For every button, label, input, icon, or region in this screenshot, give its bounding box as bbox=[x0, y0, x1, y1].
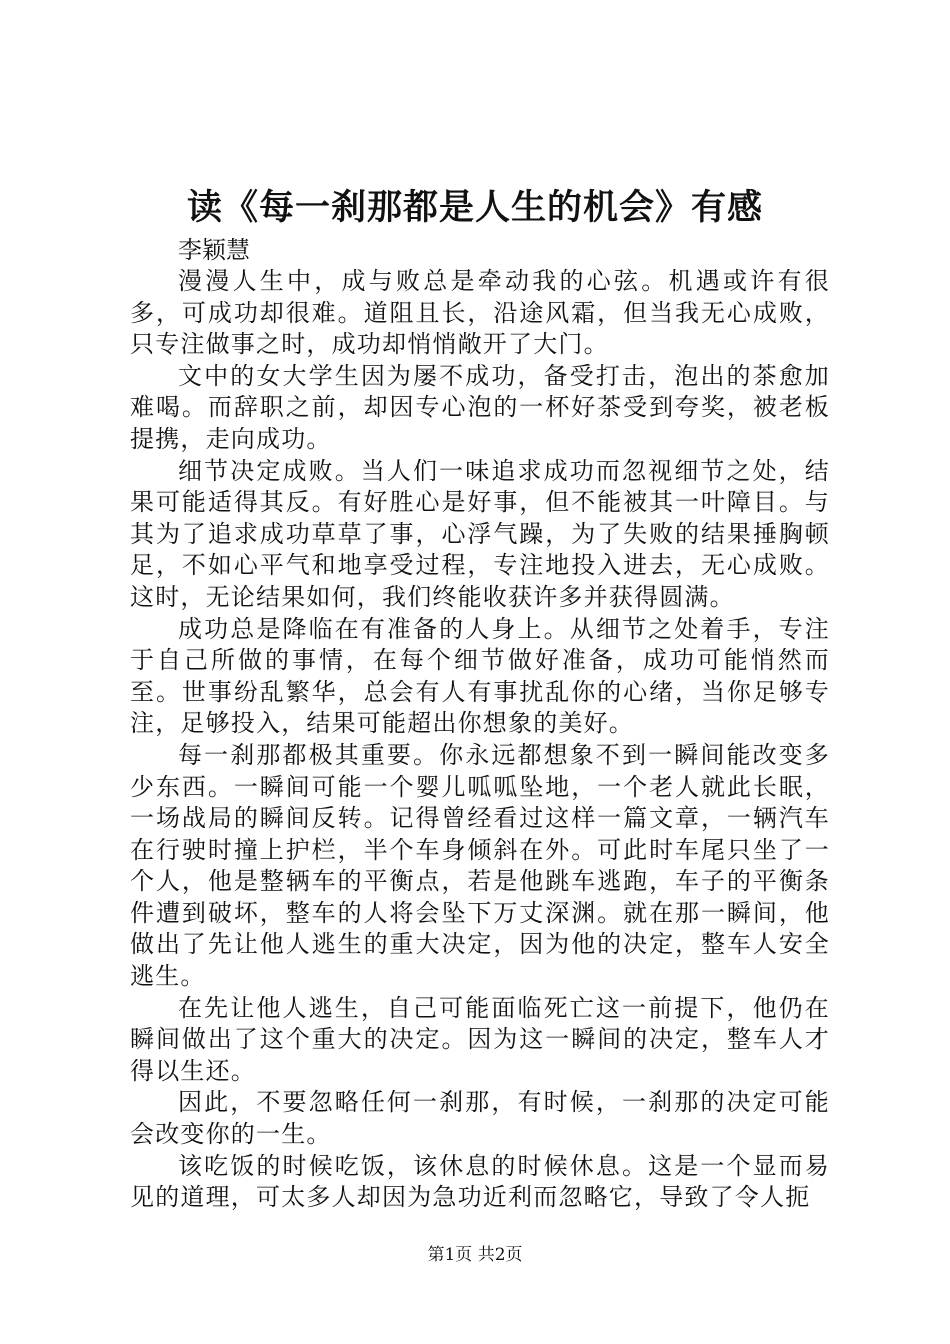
document-title: 读《每一刹那都是人生的机会》有感 bbox=[186, 187, 763, 228]
author-name: 李颖慧 bbox=[178, 236, 250, 264]
paragraph-2: 文中的女大学生因为屡不成功，备受打击，泡出的茶愈加难喝。而辞职之前，却因专心泡的一杯好茶受到夸奖，被老板提携，走向成功。 bbox=[130, 361, 830, 453]
paragraph-5: 每一刹那都极其重要。你永远都想象不到一瞬间能改变多少东西。一瞬间可能一个婴儿呱呱坠地，一个老人就此长眠，一场战局的瞬间反转。记得曾经看过这样一篇文章，一辆汽车在行驶时撞上护栏，半个车身倾斜在外。可此时车尾只坐了一个人，他是整辆车的平衡点，若是他跳车逃跑，车子的平衡条件遭到破坏，整车的人将会坠下万丈深渊。就在那一瞬间，他做出了先让他人逃生的重大决定，因为他的决定，整车人安全逃生。 bbox=[130, 740, 830, 991]
page-footer: 第1页 共2页 bbox=[427, 1245, 523, 1265]
paragraph-8: 该吃饭的时候吃饭，该休息的时候休息。这是一个显而易见的道理，可太多人却因为急功近利而忽略它，导致了令人扼 bbox=[130, 1151, 830, 1212]
document-body bbox=[130, 235, 830, 1214]
paragraph-3: 细节决定成败。当人们一味追求成功而忽视细节之处，结果可能适得其反。有好胜心是好事，但不能被其一叶障目。与其为了追求成功草草了事，心浮气躁，为了失败的结果捶胸顿足，不如心平气和地享受过程，专注地投入进去，无心成败。这时，无论结果如何，我们终能收获许多并获得圆满。 bbox=[130, 456, 830, 611]
paragraph-4: 成功总是降临在有准备的人身上。从细节之处着手，专注于自己所做的事情，在每个细节做好准备，成功可能悄然而至。世事纷乱繁华，总会有人有事扰乱你的心绪，当你足够专注，足够投入，结果可能超出你想象的美好。 bbox=[130, 614, 830, 738]
paragraph-1: 漫漫人生中，成与败总是牵动我的心弦。机遇或许有很多，可成功却很难。道阻且长，沿途风霜，但当我无心成败，只专注做事之时，成功却悄悄敞开了大门。 bbox=[130, 267, 830, 359]
paragraph-6: 在先让他人逃生，自己可能面临死亡这一前提下，他仍在瞬间做出了这个重大的决定。因为这一瞬间的决定，整车人才得以生还。 bbox=[130, 993, 830, 1085]
paragraph-7: 因此，不要忽略任何一刹那，有时候，一刹那的决定可能会改变你的一生。 bbox=[130, 1088, 830, 1149]
